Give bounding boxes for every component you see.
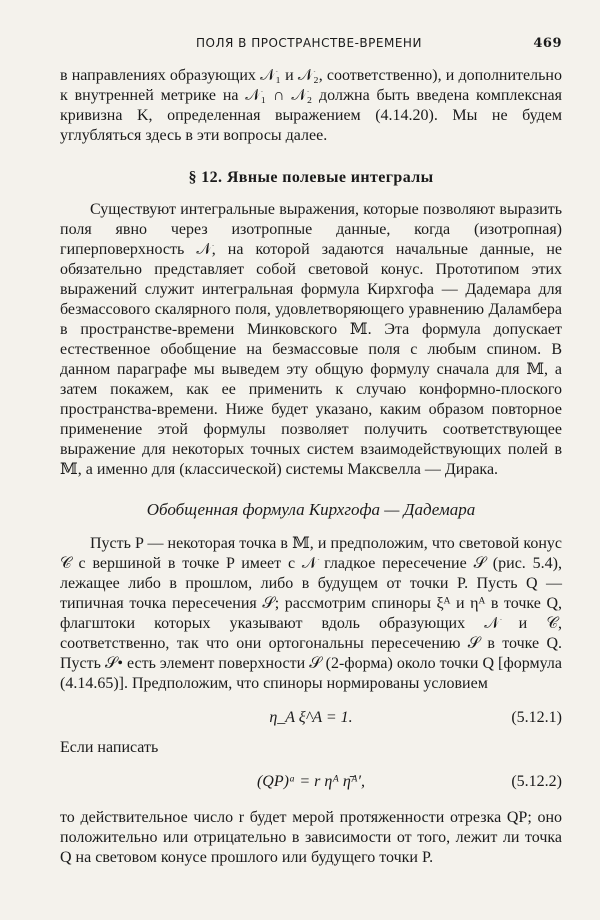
subsection-heading: Обобщенная формула Кирхгофа — Дадемара bbox=[146, 500, 476, 519]
equation-lead-text: Если написать bbox=[60, 739, 159, 756]
equation-formula: (QP)ᵃ = r ηᴬ η̄ᴬ′, bbox=[256, 773, 366, 790]
section-paragraph: Существуют интегральные выражения, которые позволяют выразить поля явно через изотропные данные, когда (изотропная) гиперповерхность 𝒩, на которой задаются начальные данные, не обязательно представляет собой световой конус. Прототипом этих выражений служит интегральная формула Кирхгофа — Дадемара для безмассового скалярного поля, удовлетворяющего уравнению Даламбера в пространстве-времени Минковского 𝕄. Эта формула допускает естественное обобщение на безмассовые поля с любым спином. В данном параграфе мы выведем эту общую формулу сначала для 𝕄, а затем покажем, как ее применить к случаю конформно-плоского пространства-времени. Ниже будет указано, каким образом повторное применение этой формулы позволяет получить соответствующее выражение для некоторых точных систем взаимодействующих полей в 𝕄, а именно для (классической) системы Максвелла — Дирака. bbox=[60, 201, 562, 478]
equation-5-12-1 bbox=[60, 704, 562, 732]
closing-paragraph: то действительное число r будет мерой протяженности отрезка QP; оно положительно или отрицательно в зависимости от того, лежит ли точка Q на световом конусе прошлого или будущего точки P. bbox=[60, 809, 562, 866]
section-heading: § 12. Явные полевые интегралы bbox=[188, 169, 434, 186]
equation-number: (5.12.1) bbox=[511, 709, 562, 726]
page-number: 469 bbox=[533, 36, 562, 51]
equation-formula: η_A ξ^A = 1. bbox=[269, 709, 353, 726]
subsection-paragraph: Пусть P — некоторая точка в 𝕄, и предположим, что световой конус 𝒞 с вершиной в точке P имеет с 𝒩 гладкое пересечение 𝒮 (рис. 5.4), лежащее либо в прошлом, либо в будущем от точки P. Пусть Q — типичная точка пересечения 𝒮; рассмотрим спиноры ξᴬ и ηᴬ в точке Q, флагштоки которых указывают вдоль образующих 𝒩 и 𝒞, соответственно, так что они ортогональны пересечению 𝒮 в точке Q. Пусть 𝒮• есть элемент поверхности 𝒮 (2-форма) около точки Q [формула (4.14.65)]. Предположим, что спиноры нормированы условием bbox=[60, 535, 562, 692]
equation-5-12-2 bbox=[60, 768, 562, 796]
header-title: ПОЛЯ В ПРОСТРАНСТВЕ-ВРЕМЕНИ bbox=[196, 36, 422, 50]
intro-paragraph: в направлениях образующих 𝒩₁ и 𝒩₂, соответственно), и дополнительно к внутренней метрике на 𝒩₁ ∩ 𝒩₂ должна быть введена комплексная кривизна K, определенная выражением (4.14.20). Мы не будем углубляться здесь в эти вопросы далее. bbox=[60, 67, 562, 144]
page-body bbox=[60, 66, 562, 868]
equation-number: (5.12.2) bbox=[511, 773, 562, 790]
